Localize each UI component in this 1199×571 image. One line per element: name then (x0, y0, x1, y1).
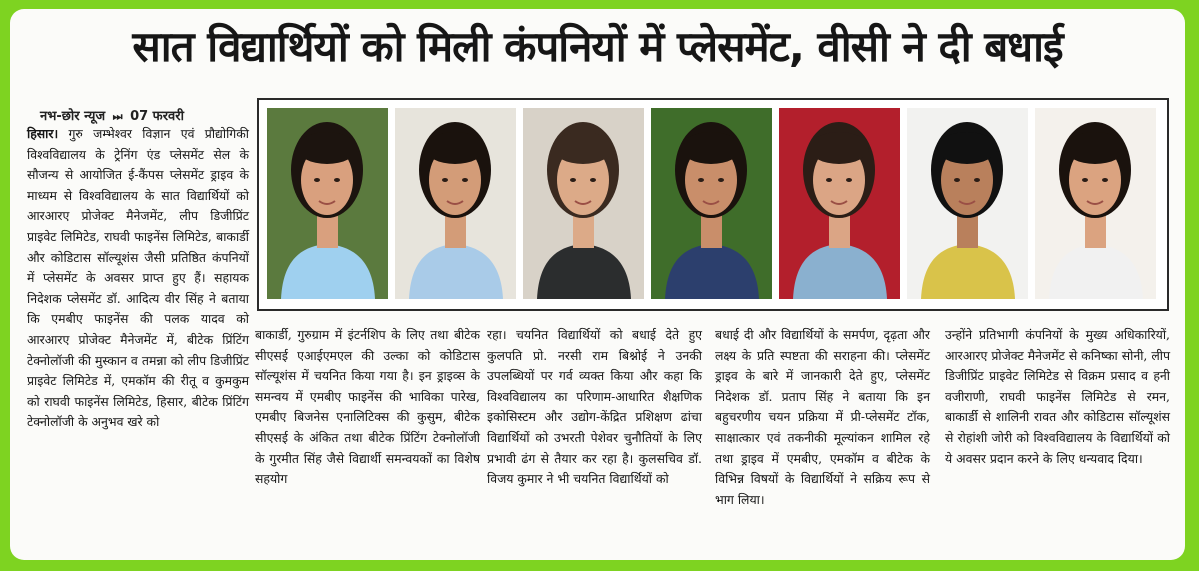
student-photo-1 (267, 108, 388, 299)
photo-eye-right (590, 178, 596, 182)
newspaper-clipping (10, 9, 1185, 560)
article-column-2 (255, 325, 480, 490)
byline-source: नभ-छोर न्यूज (40, 109, 106, 124)
photo-eye-left (698, 178, 704, 182)
photo-eye-right (846, 178, 852, 182)
photo-hair-top (1065, 132, 1125, 164)
student-photo-6 (907, 108, 1028, 299)
photo-eye-right (462, 178, 468, 182)
column-3-text: रहा। चयनित विद्यार्थियों को बधाई देते हुए कुलपति प्रो. नरसी राम बिश्नोई ने उनकी उपलब्धियों पर गर्व व्यक्त किया और कहा कि विश्वविद्यालय का परिणाम-आधारित शैक्षणिक इकोसिस्टम और उद्योग-केंद्रित प्रशिक्षण ढांचा विद्यार्थियों को उभरती पेशेवर चुनौतियों के लिए प्रभावी ढंग से तैयार कर रहा है। कुलसचिव डॉ. विजय कुमार ने भी चयनित विद्यार्थियों को (487, 327, 702, 487)
photo-hair-top (809, 132, 869, 164)
photo-hair-top (553, 132, 613, 164)
photo-eye-right (974, 178, 980, 182)
byline (40, 106, 184, 124)
column-5-text: उन्होंने प्रतिभागी कंपनियों के मुख्य अधिकारियों, आरआरए प्रोजेक्ट मैनेजमेंट से कनिष्का सोनी, लीप डिजीप्रिंट प्राइवेट लिमिटेड से विक्रम प्रसाद व हनी वजीराणी, राघवी फाइनेंस लिमिटेड से रमन, बाकार्डी से शालिनी रावत और कोडिटास सॉल्यूशंस से रोहांशी जोरी को विश्वविद्यालय के विद्यार्थियों को ये अवसर प्रदान करने के लिए धन्यवाद दिया। (945, 327, 1170, 466)
dateline: हिसार। (27, 126, 59, 141)
byline-date: 07 फरवरी (130, 109, 184, 124)
student-photos (257, 98, 1169, 311)
next-arrow-icon: ⏭ (112, 110, 123, 123)
column-4-text: बधाई दी और विद्यार्थियों के समर्पण, दृढ़ता और लक्ष्य के प्रति स्पष्टता की सराहना की। प्लेसमेंट ड्राइव के बारे में जानकारी देते हुए, प्लेसमेंट निदेशक डॉ. प्रताप सिंह ने बताया कि इन बहुचरणीय चयन प्रक्रिया में प्री-प्लेसमेंट टॉक, साक्षात्कार एवं तकनीकी मूल्यांकन शामिल रहे तथा ड्राइव में एमबीए, एमकॉम व बीटेक के विभिन्न विषयों के विद्यार्थियों ने सक्रिय रूप से भाग लिया। (715, 327, 930, 507)
photo-eye-right (718, 178, 724, 182)
student-photo-5 (779, 108, 900, 299)
photo-eye-left (570, 178, 576, 182)
student-photo-2 (395, 108, 516, 299)
photo-hair-top (681, 132, 741, 164)
photo-eye-left (826, 178, 832, 182)
photo-eye-left (1082, 178, 1088, 182)
headline: सात विद्यार्थियों को मिली कंपनियों में प्लेसमेंट, वीसी ने दी बधाई (132, 22, 1063, 71)
article-column-5 (945, 325, 1170, 469)
photo-eye-left (314, 178, 320, 182)
article-column-3 (487, 325, 702, 490)
photo-eye-right (334, 178, 340, 182)
column-1-text: गुरु जम्भेश्वर विज्ञान एवं प्रौद्योगिकी विश्वविद्यालय के ट्रेनिंग एंड प्लेसमेंट सेल के सौजन्य से आयोजित ई-कैंपस प्लेसमेंट ड्राइव के माध्यम से विश्वविद्यालय के सात विद्यार्थियों को आरआरए प्रोजेक्ट मैनेजमेंट, लीप डिजीप्रिंट प्राइवेट लिमिटेड, राघवी फाइनेंस लिमिटेड, बाकार्डी और कोडिटास सॉल्यूशंस जैसी प्रतिष्ठित कंपनियों में प्लेसमेंट के अवसर प्राप्त हुए हैं। सहायक निदेशक प्लेसमेंट डॉ. आदित्य वीर सिंह ने बताया कि एमबीए फाइनेंस की पलक यादव को आरआरए प्रोजेक्ट मैनेजमेंट में, बीटेक प्रिंटिंग टेक्नोलॉजी की मुस्कान व तमन्ना को लीप डिजीप्रिंट प्राइवेट लिमिटेड में, एमकॉम की रीतू व कुमकुम को राघवी फाइनेंस लिमिटेड, हिसार, बीटेक प्रिंटिंग टेक्नोलॉजी के अनुभव खरे को (27, 126, 249, 430)
photo-hair-top (297, 132, 357, 164)
photo-eye-left (954, 178, 960, 182)
student-photo-3 (523, 108, 644, 299)
photo-eye-left (442, 178, 448, 182)
article-column-4 (715, 325, 930, 510)
student-photo-4 (651, 108, 772, 299)
photo-eye-right (1102, 178, 1108, 182)
photo-hair-top (937, 132, 997, 164)
photo-hair-top (425, 132, 485, 164)
student-photo-7 (1035, 108, 1156, 299)
column-2-text: बाकार्डी, गुरुग्राम में इंटर्नशिप के लिए तथा बीटेक सीएसई एआईएमएल की उल्का को कोडिटास सॉल्यूशंस में चयनित किया गया है। इन ड्राइव्स के समन्वय में एमबीए फाइनेंस की भाविका पारेख, एमबीए बिजनेस एनालिटिक्स की कुसुम, बीटेक सीएसई के अंकित तथा बीटेक प्रिंटिंग टेक्नोलॉजी के गुरमीत सिंह जैसे विद्यार्थी समन्वयकों का विशेष सहयोग (255, 327, 480, 487)
article-column-1 (27, 124, 249, 433)
